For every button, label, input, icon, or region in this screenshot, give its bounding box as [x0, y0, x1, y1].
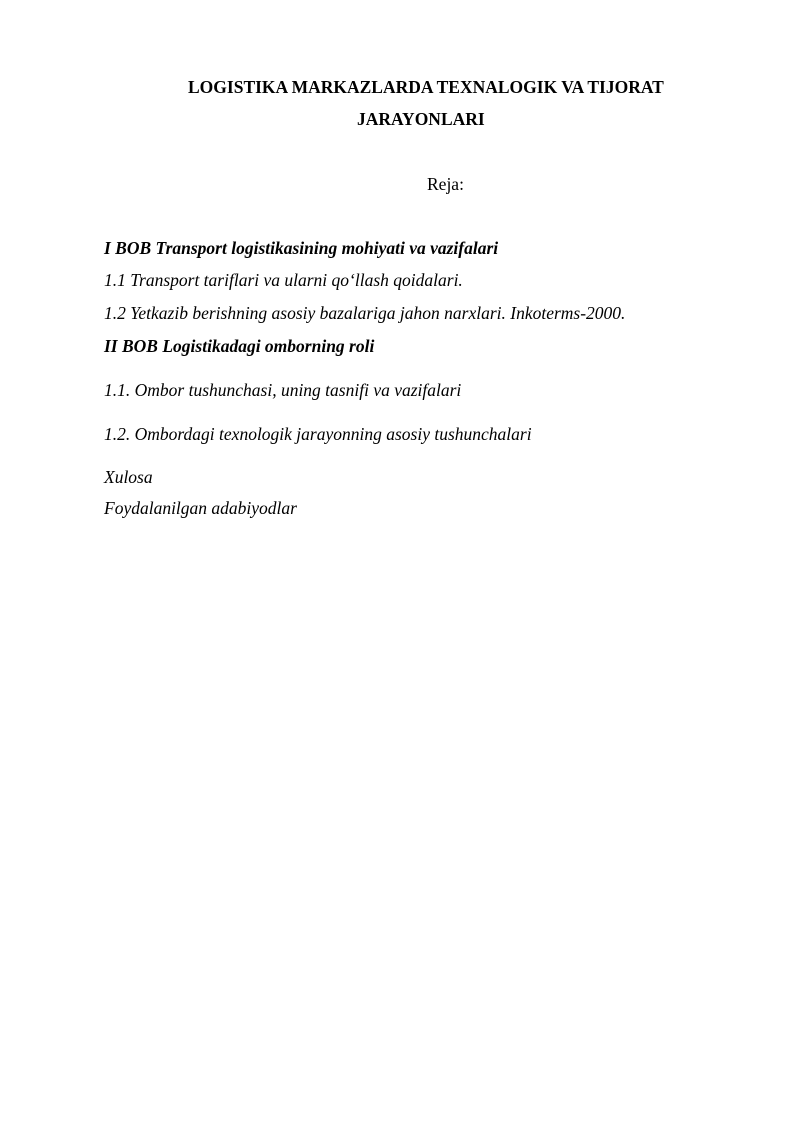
toc-section-2-1: 1.1. Ombor tushunchasi, uning tasnifi va vazifalari — [104, 380, 462, 400]
toc-section-1-2: 1.2 Yetkazib berishning asosiy bazalariga jahon narxlari. Inkoterms-2000. — [104, 303, 626, 323]
toc-references: Foydalanilgan adabiyodlar — [104, 498, 297, 518]
toc-chapter-2: II BOB Logistikadagi omborning roli — [104, 336, 375, 356]
toc-section-1-1: 1.1 Transport tariflari va ularni qo‘llash qoidalari. — [104, 270, 463, 290]
document-title-line-2: JARAYONLARI — [357, 109, 485, 129]
toc-chapter-1: I BOB Transport logistikasining mohiyati va vazifalari — [104, 238, 499, 258]
toc-conclusion: Xulosa — [104, 467, 153, 487]
document-title-line-1: LOGISTIKA MARKAZLARDA TEXNALOGIK VA TIJORAT — [188, 77, 664, 97]
toc-section-2-2: 1.2. Ombordagi texnologik jarayonning asosiy tushunchalari — [104, 424, 532, 444]
plan-label: Reja: — [427, 174, 464, 194]
